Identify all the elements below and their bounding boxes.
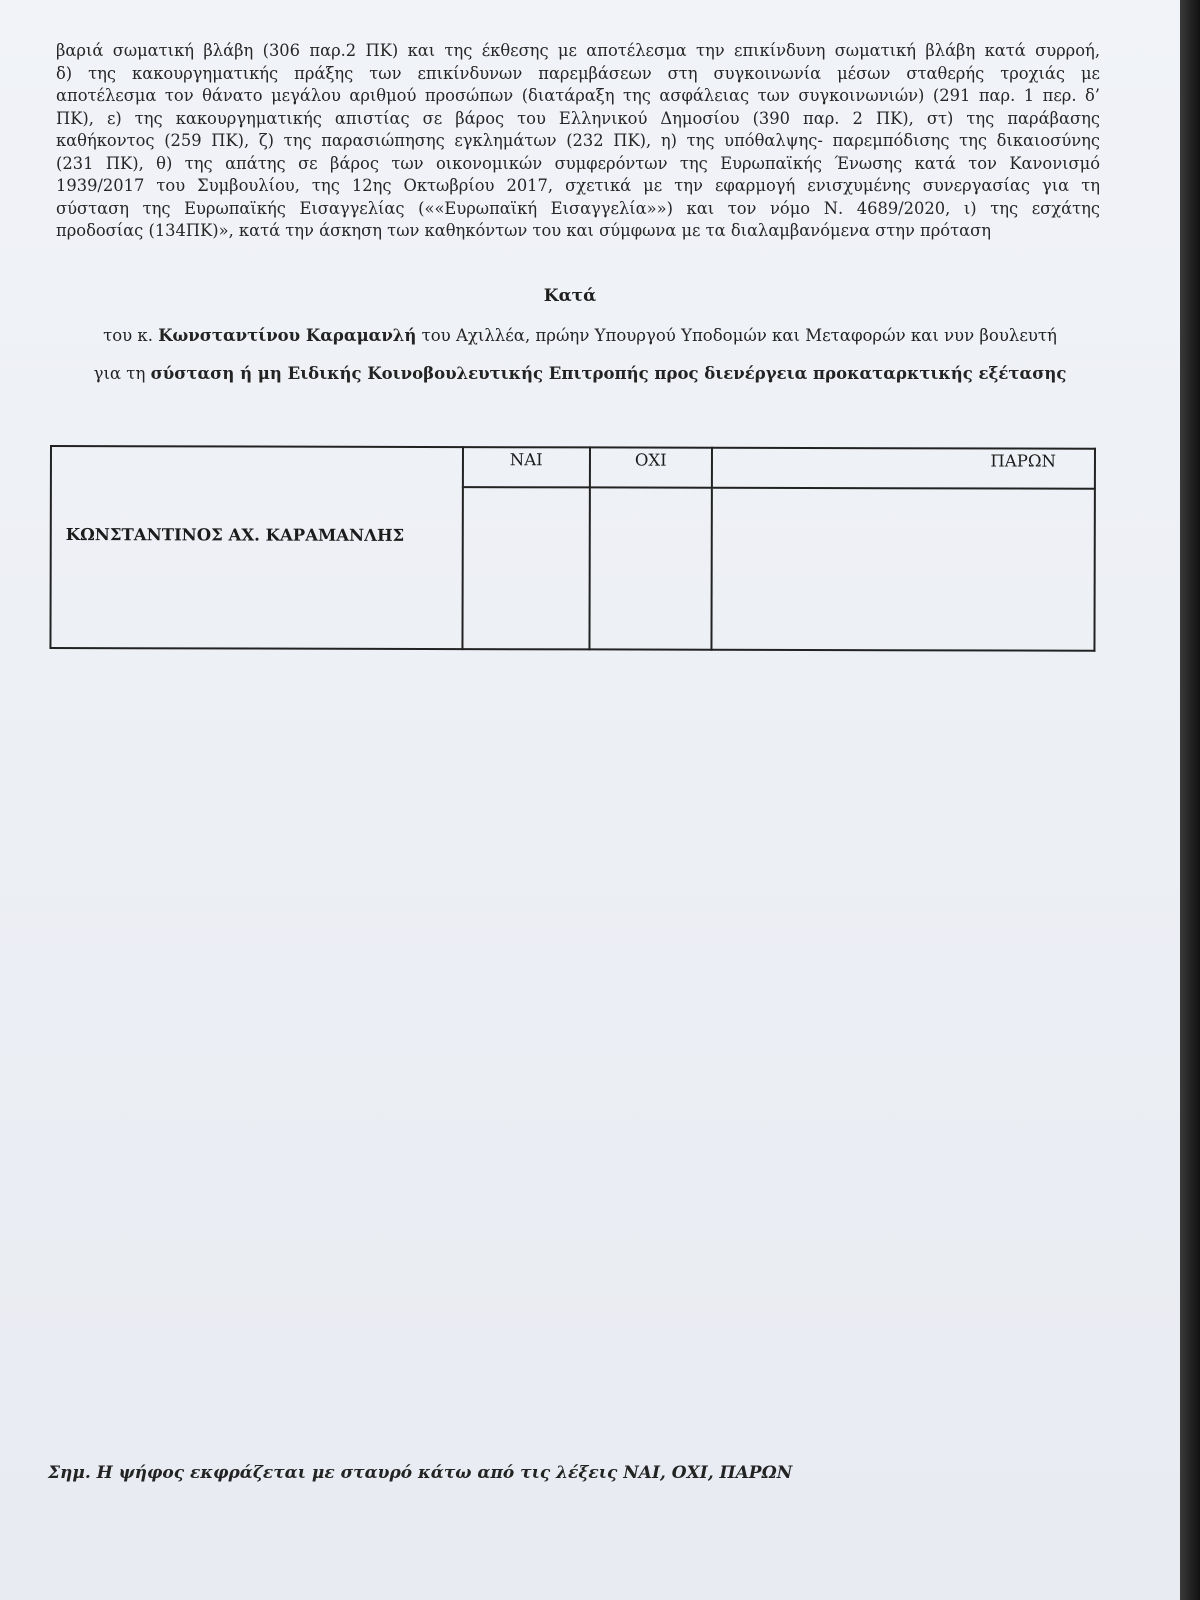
candidate-name: ΚΩΝΣΤΑΝΤΙΝΟΣ ΑΧ. ΚΑΡΑΜΑΝΛΗΣ bbox=[65, 525, 405, 545]
paragraph-line: δ) της κακουργηματικής πράξης των επικίνδυνων παρεμβάσεων στη συγκοινωνία μέσων σταθερής τροχιάς με bbox=[56, 63, 1100, 83]
ballot-table bbox=[49, 445, 1096, 652]
subject-purpose-text: σύσταση ή μη Ειδικής Κοινοβουλευτικής Επιτροπής προς διενέργεια προκαταρκτικής εξέτασης bbox=[150, 364, 1067, 383]
subject-person-name: Κωνσταντίνου Καραμανλή bbox=[158, 326, 417, 345]
subject-purpose-prefix: για τη bbox=[93, 364, 151, 383]
vote-box-no[interactable] bbox=[589, 487, 712, 649]
column-header-yes: ΝΑΙ bbox=[463, 447, 590, 487]
subject-purpose-line bbox=[60, 364, 1100, 383]
paragraph-line: αποτέλεσμα τον θάνατο μεγάλου αριθμού προσώπων (διατάραξη της ασφάλειας των συγκοινωνιών) (291 παρ. 1 περ. δ’ bbox=[56, 86, 1100, 105]
against-heading: Κατά bbox=[543, 286, 597, 306]
ballot-header-row bbox=[51, 446, 1095, 489]
background-edge bbox=[1180, 0, 1200, 1600]
paragraph-line: καθήκοντος (259 ΠΚ), ζ) της παρασιώπησης εγκλημάτων (232 ΠΚ), η) της υπόθαλψης- παρεμπόδισης της δικαιοσύνης bbox=[56, 131, 1100, 150]
vote-box-yes[interactable] bbox=[462, 487, 589, 649]
paragraph-line: σύσταση της Ευρωπαϊκής Εισαγγελίας (««Ευρωπαϊκή Εισαγγελία»») και τον νόμο Ν. 4689/2020, ι) της εσχάτης bbox=[56, 198, 1100, 218]
paragraph-line: προδοσίας (134ΠΚ)», κατά την άσκηση των καθηκόντων του και σύμφωνα με τα διαλαμβανόμενα στην πρόταση bbox=[56, 221, 991, 240]
charges-paragraph bbox=[56, 40, 1100, 243]
column-header-present: ΠΑΡΩΝ bbox=[712, 448, 1095, 489]
subject-prefix: του κ. bbox=[103, 326, 159, 345]
paragraph-line: (231 ΠΚ), θ) της απάτης σε βάρος των οικονομικών συμφερόντων της Ευρωπαϊκής Ένωσης κατά τον Κανονισμό bbox=[56, 153, 1100, 173]
column-header-no: ΟΧΙ bbox=[589, 447, 712, 487]
candidate-name-cell bbox=[50, 446, 463, 649]
paragraph-line: ΠΚ), ε) της κακουργηματικής απιστίας σε βάρος του Ελληνικού Δημοσίου (390 παρ. 2 ΠΚ), στ) της παράβασης bbox=[56, 108, 1100, 128]
subject-person-title: του Αχιλλέα, πρώην Υπουργού Υποδομών και Μεταφορών και νυν βουλευτή bbox=[416, 326, 1057, 345]
paragraph-line: βαριά σωματική βλάβη (306 παρ.2 ΠΚ) και της έκθεσης με αποτέλεσμα την επικίνδυνη σωματική βλάβη κατά συρροή, bbox=[56, 41, 1100, 60]
vote-box-present[interactable] bbox=[712, 488, 1095, 651]
subject-person-line bbox=[60, 326, 1100, 345]
voting-instruction-note: Σημ. Η ψήφος εκφράζεται με σταυρό κάτω από τις λέξεις ΝΑΙ, ΟΧΙ, ΠΑΡΩΝ bbox=[48, 1463, 793, 1483]
paragraph-line: 1939/2017 του Συμβουλίου, της 12ης Οκτωβρίου 2017, σχετικά με την εφαρμογή ενισχυμένης συνεργασίας για τη bbox=[56, 176, 1100, 195]
